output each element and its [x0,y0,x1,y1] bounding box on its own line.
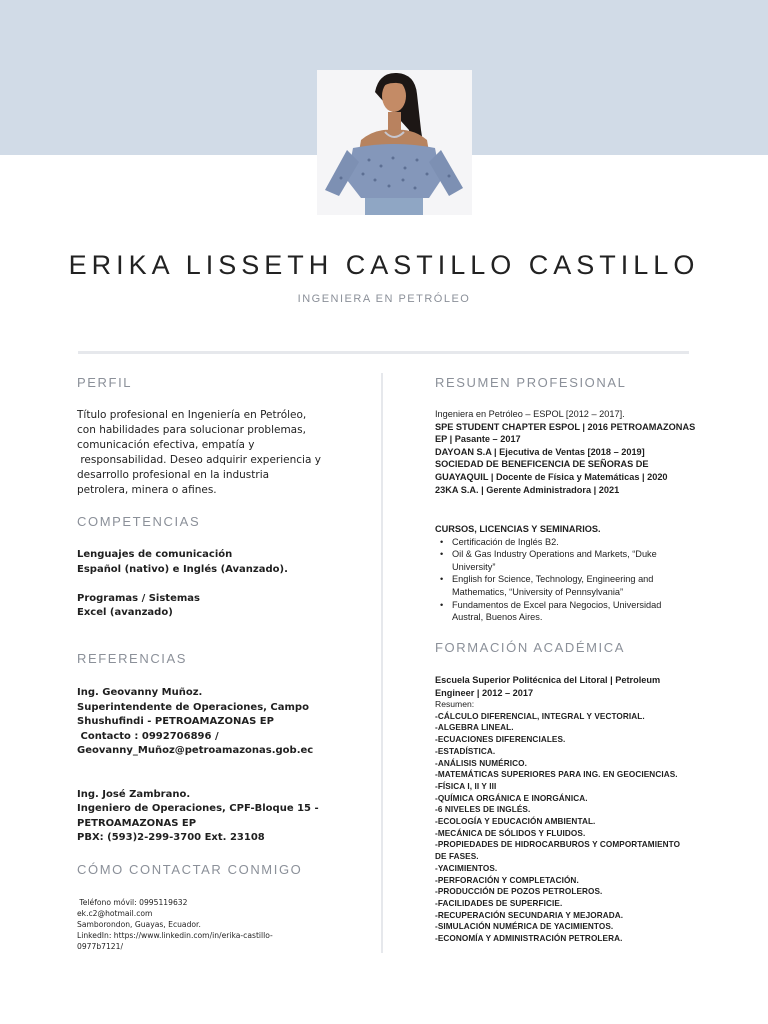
subject-item: -QUÍMICA ORGÁNICA E INORGÁNICA. [435,793,588,803]
perfil-line: desarrollo profesional en la industria [77,469,270,481]
subject-item: -ALGEBRA LINEAL. [435,723,514,733]
resumen-line: Ingeniera en Petróleo – ESPOL [2012 – 2017]. [435,409,625,419]
subject-item: -ECOLOGÍA Y EDUCACIÓN AMBIENTAL. [435,817,596,827]
profile-photo-illustration [317,70,472,215]
school-line: Escuela Superior Politécnica del Litoral | Petroleum [435,675,661,685]
perfil-heading: PERFIL [77,375,133,390]
cursos-section [435,523,661,624]
subject-item: -6 NIVELES DE INGLÉS. [435,805,531,815]
resumen-line: SPE STUDENT CHAPTER ESPOL | 2016 PETROAMAZONAS [435,421,696,432]
reference-line: PBX: (593)2-299-3700 Ext. 23108 [77,832,265,843]
resumen-label: Resumen: [435,699,475,710]
subject-item: -SIMULACIÓN NUMÉRICA DE YACIMIENTOS. [435,922,614,932]
perfil-line: petrolera, minera o afines. [77,484,217,496]
formacion-text [435,674,680,945]
competencias-line: Programas / Sistemas [77,592,200,604]
contact-location: Samborondon, Guayas, Ecuador. [77,920,201,929]
formacion-heading: FORMACIÓN ACADÉMICA [435,640,626,655]
competencias-text [77,548,288,621]
subject-item: -PERFORACIÓN Y COMPLETACIÓN. [435,875,579,885]
contacto-heading: CÓMO CONTACTAR CONMIGO [77,862,303,877]
subject-item: -MECÁNICA DE SÓLIDOS Y FLUIDOS. [435,828,586,838]
resumen-line: DAYOAN S.A | Ejecutiva de Ventas [2018 – 2019] [435,446,645,457]
subject-item: -PRODUCCIÓN DE POZOS PETROLEROS. [435,887,603,897]
candidate-name: ERIKA LISSETH CASTILLO CASTILLO [68,250,700,280]
contact-phone: Teléfono móvil: 0995119632 [77,898,188,907]
list-item [435,599,661,624]
reference-line: Ing. Geovanny Muñoz. [77,687,203,698]
reference-line [77,773,319,788]
subject-item: DE FASES. [435,852,479,862]
perfil-line: comunicación efectiva, empatía y [77,439,255,451]
list-item-text: Austral, Buenos Aires. [452,612,543,623]
perfil-line: con habilidades para solucionar problemas, [77,424,306,436]
list-item-text: • English for Science, Technology, Engineering and [452,574,654,585]
list-item-text: • Oil & Gas Industry Operations and Markets, “Duke [452,549,657,560]
subject-item: -RECUPERACIÓN SECUNDARIA Y MEJORADA. [435,910,624,920]
reference-line: Contacto : 0992706896 / [77,730,219,742]
list-item-text: Mathematics, “University of Pennsylvania” [452,586,624,597]
reference-line: Shushufindi - PETROAMAZONAS EP [77,716,274,727]
subject-item: -YACIMIENTOS. [435,863,498,873]
resumen-line: GUAYAQUIL | Docente de Física y Matemáticas | 2020 [435,471,668,482]
competencias-line [77,577,288,592]
column-divider [381,373,383,953]
contacto-text [77,897,273,952]
reference-line: PETROAMAZONAS EP [77,817,197,829]
reference-line: Ing. José Zambrano. [77,788,191,800]
competencias-line: Lenguajes de comunicación [77,549,233,560]
subjects-list [435,711,680,945]
subject-item: -FÍSICA I, II Y III [435,781,497,791]
resumen-heading: RESUMEN PROFESIONAL [435,375,627,390]
subject-item: -ECUACIONES DIFERENCIALES. [435,735,566,745]
reference-email[interactable]: Geovanny_Muñoz@petroamazonas.gob.ec [77,745,314,756]
referencias-text [77,686,319,846]
perfil-line: Título profesional en Ingeniería en Petróleo, [77,409,307,421]
resumen-line: 23KA S.A. | Gerente Administradora | 2021 [435,484,620,495]
list-item-text: University” [452,561,496,572]
perfil-line: responsabilidad. Deseo adquirir experiencia y [77,454,321,466]
subject-item: -PROPIEDADES DE HIDROCARBUROS Y COMPORTAMIENTO [435,840,681,850]
contact-linkedin-cont[interactable]: 0977b7121/ [77,942,124,951]
list-item-text: • Certificación de Inglés B2. [452,536,559,547]
list-item [435,573,661,598]
competencias-line: Excel (avanzado) [77,607,173,618]
cursos-list [435,536,661,624]
perfil-text [77,408,321,498]
subject-item: -MATEMÁTICAS SUPERIORES PARA ING. EN GEOCIENCIAS. [435,770,678,780]
candidate-title: INGENIERA EN PETRÓLEO [297,293,471,305]
subject-item: -ECONOMÍA Y ADMINISTRACIÓN PETROLERA. [435,934,623,944]
reference-line [77,759,319,774]
cursos-title: CURSOS, LICENCIAS Y SEMINARIOS. [435,524,601,534]
subject-item: -ESTADÍSTICA. [435,746,496,756]
subject-item: -ANÁLISIS NUMÉRICO. [435,758,527,768]
reference-line: Ingeniero de Operaciones, CPF-Bloque 15 - [77,803,319,814]
resumen-line: SOCIEDAD DE BENEFICENCIA DE SEÑORAS DE [435,459,649,470]
school-line: Engineer | 2012 – 2017 [435,687,534,698]
competencias-heading: COMPETENCIAS [77,514,201,529]
reference-line: Superintendente de Operaciones, Campo [77,701,309,713]
contact-linkedin[interactable]: LinkedIn: https://www.linkedin.com/in/erika-castillo- [77,931,273,940]
list-item [435,548,661,573]
contact-email[interactable]: ek.c2@hotmail.com [77,909,153,918]
profile-photo [317,70,472,215]
header-divider [78,351,689,354]
competencias-line: Español (nativo) e Inglés (Avanzado). [77,563,288,575]
subject-item: -FACILIDADES DE SUPERFICIE. [435,898,563,908]
subject-item: -CÁLCULO DIFERENCIAL, INTEGRAL Y VECTORIAL. [435,711,645,721]
list-item [435,536,661,549]
referencias-heading: REFERENCIAS [77,651,188,666]
resumen-line: EP | Pasante – 2017 [435,434,521,445]
resumen-text [435,408,695,496]
list-item-text: • Fundamentos de Excel para Negocios, Universidad [452,599,662,610]
